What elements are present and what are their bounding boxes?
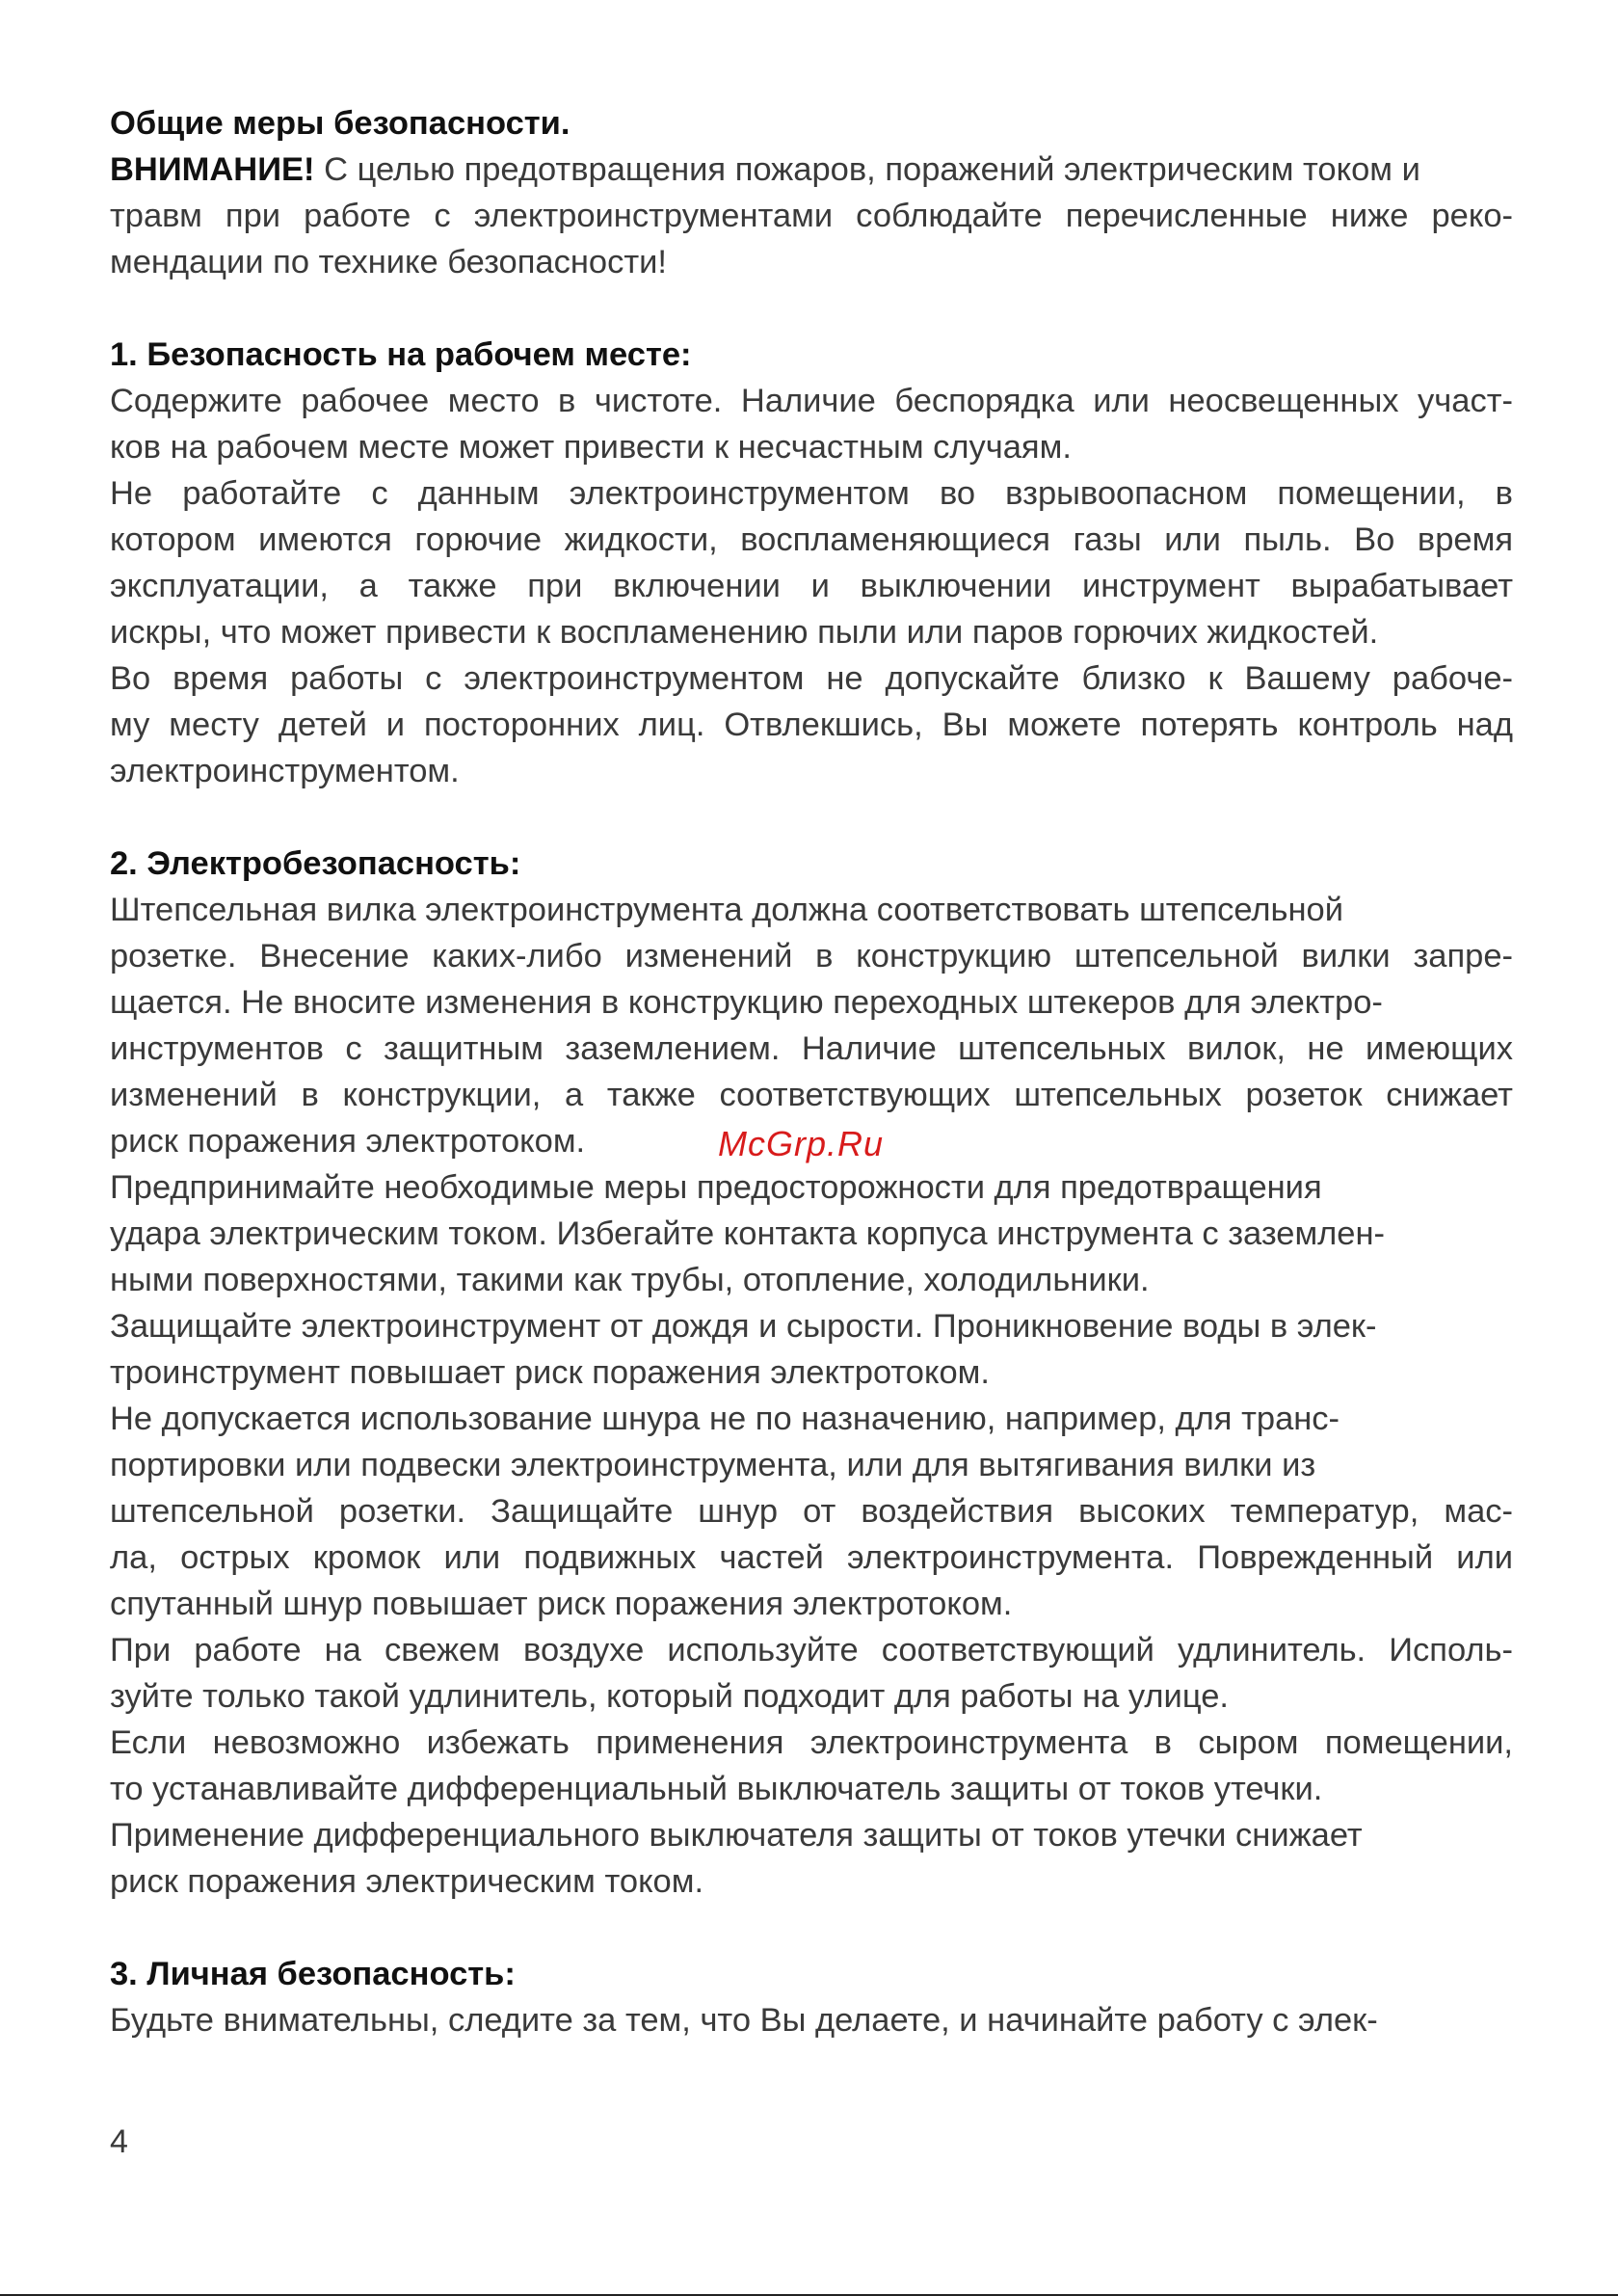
- paragraph-line: Содержите рабочее место в чистоте. Наличие беспорядка или неосвещенных участ-: [110, 383, 1513, 419]
- paragraph-line: Не работайте с данным электроинструментом во взрывоопасном помещении, в: [110, 475, 1513, 512]
- paragraph-line: С целью предотвращения пожаров, поражений электрическим током и: [314, 151, 1420, 188]
- paragraph-line: искры, что может привести к воспламенению пыли или паров горючих жидкостей.: [110, 614, 1379, 651]
- paragraph-line: портировки или подвески электроинструмента, или для вытягивания вилки из: [110, 1447, 1316, 1483]
- paragraph-line: Во время работы с электроинструментом не допускайте близко к Вашему рабоче-: [110, 660, 1513, 697]
- paragraph-line: эксплуатации, а также при включении и выключении инструмент вырабатывает: [110, 568, 1513, 604]
- paragraph-line: розетке. Внесение каких-либо изменений в конструкцию штепсельной вилки запре-: [110, 938, 1513, 974]
- paragraph-line: Предпринимайте необходимые меры предосторожности для предотвращения: [110, 1169, 1322, 1206]
- paragraph-line: инструментов с защитным заземлением. Наличие штепсельных вилок, не имеющих: [110, 1030, 1513, 1067]
- document-page: [110, 100, 1513, 2043]
- paragraph-line: то устанавливайте дифференциальный выключатель защиты от токов утечки.: [110, 1771, 1323, 1807]
- paragraph-line: троинструмент повышает риск поражения электротоком.: [110, 1354, 990, 1391]
- paragraph-line: штепсельной розетки. Защищайте шнур от воздействия высоких температур, мас-: [110, 1493, 1513, 1530]
- watermark-link[interactable]: McGrp.Ru: [718, 1124, 885, 1163]
- page-title: Общие меры безопасности.: [110, 105, 570, 142]
- warning-label: ВНИМАНИЕ!: [110, 151, 315, 188]
- section-heading-electrical: 2. Электробезопасность:: [110, 845, 521, 882]
- paragraph-line: му месту детей и посторонних лиц. Отвлекшись, Вы можете потерять контроль над: [110, 707, 1513, 743]
- paragraph-line: ла, острых кромок или подвижных частей электроинструмента. Поврежденный или: [110, 1539, 1513, 1576]
- page-number: 4: [110, 2123, 128, 2160]
- paragraph-line: риск поражения электрическим током.: [110, 1863, 704, 1900]
- section-gap: [110, 1905, 1513, 1951]
- paragraph-line: электроинструментом.: [110, 753, 460, 789]
- section-gap: [110, 794, 1513, 841]
- paragraph-line: Не допускается использование шнура не по назначению, например, для транс-: [110, 1401, 1340, 1437]
- paragraph-line: ков на рабочем месте может привести к несчастным случаям.: [110, 429, 1072, 466]
- paragraph-line: спутанный шнур повышает риск поражения электротоком.: [110, 1586, 1013, 1622]
- paragraph-line: Будьте внимательны, следите за тем, что Вы делаете, и начинайте работу с элек-: [110, 2002, 1378, 2039]
- paragraph-line: котором имеются горючие жидкости, воспламеняющиеся газы или пыль. Во время: [110, 521, 1513, 558]
- paragraph-line: мендации по технике безопасности!: [110, 244, 667, 280]
- paragraph-line: риск поражения электротоком.: [110, 1123, 586, 1160]
- paragraph-line: Применение дифференциального выключателя защиты от токов утечки снижает: [110, 1817, 1363, 1854]
- paragraph-line: Штепсельная вилка электроинструмента должна соответствовать штепсельной: [110, 892, 1343, 928]
- paragraph-line: зуйте только такой удлинитель, который подходит для работы на улице.: [110, 1678, 1229, 1715]
- section-gap: [110, 285, 1513, 332]
- paragraph-line: Защищайте электроинструмент от дождя и сырости. Проникновение воды в элек-: [110, 1308, 1377, 1345]
- paragraph-line: травм при работе с электроинструментами соблюдайте перечисленные ниже реко-: [110, 198, 1513, 234]
- paragraph-line: щается. Не вносите изменения в конструкцию переходных штекеров для электро-: [110, 984, 1383, 1021]
- section-heading-workplace: 1. Безопасность на рабочем месте:: [110, 336, 692, 373]
- paragraph-line: Если невозможно избежать применения электроинструмента в сыром помещении,: [110, 1724, 1513, 1761]
- paragraph-line: При работе на свежем воздухе используйте соответствующий удлинитель. Исполь-: [110, 1632, 1513, 1669]
- paragraph-line: ными поверхностями, такими как трубы, отопление, холодильники.: [110, 1262, 1150, 1298]
- paragraph-line: изменений в конструкции, а также соответствующих штепсельных розеток снижает: [110, 1077, 1513, 1113]
- section-heading-personal: 3. Личная безопасность:: [110, 1956, 516, 1992]
- paragraph-line: удара электрическим током. Избегайте контакта корпуса инструмента с заземлен-: [110, 1215, 1386, 1252]
- warning-line: [110, 147, 1513, 193]
